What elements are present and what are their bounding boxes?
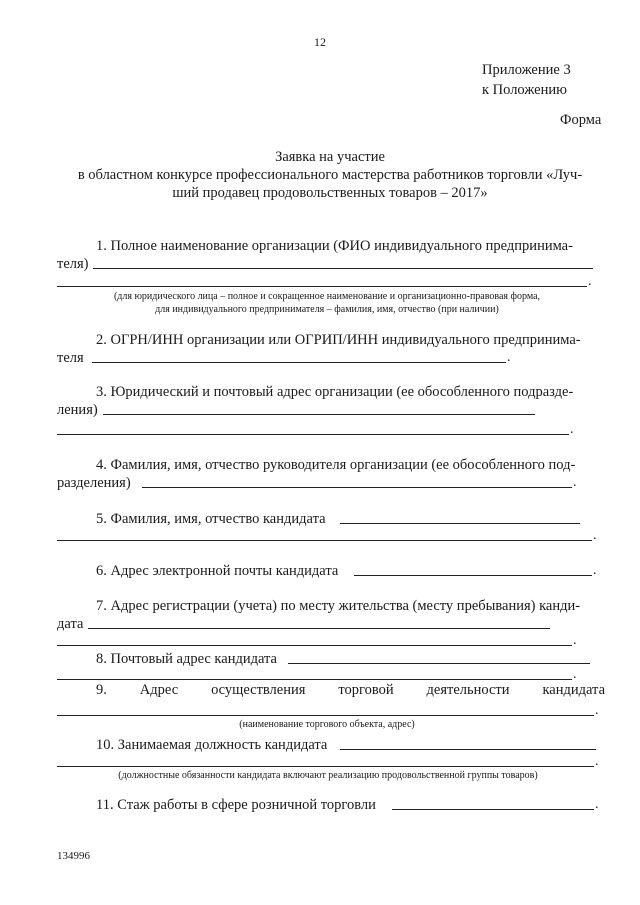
item-3-text: 3. Юридический и почтовый адрес организации (ее обособленного подразде- (96, 384, 574, 400)
item-9-word: торговой (338, 682, 394, 698)
item-10-period: . (595, 754, 599, 769)
item-4-period: . (573, 475, 577, 490)
item-2-input-line[interactable] (92, 362, 506, 363)
item-5-period: . (593, 528, 597, 543)
item-9-note: (наименование торгового объекта, адрес) (239, 719, 415, 730)
appendix-reference (482, 60, 571, 100)
appendix-line-2: к Положению (482, 82, 567, 98)
item-11-period: . (595, 797, 599, 812)
item-1-note-1: (для юридического лица – полное и сокращенное наименование и организационно-правовая форма, (113, 291, 541, 302)
item-2-period: . (507, 350, 511, 365)
item-6-input-line[interactable] (354, 575, 592, 576)
item-1-note-2: для индивидуального предпринимателя – фамилия, имя, отчество (при наличии) (155, 304, 499, 315)
item-3-input-line-2[interactable] (57, 434, 569, 435)
item-3-text-cont: ления) (57, 402, 98, 418)
item-7-input-line-2[interactable] (57, 645, 572, 646)
item-10-input-line-2[interactable] (57, 766, 594, 767)
item-8-input-line-2[interactable] (57, 679, 572, 680)
item-4-text-cont: разделения) (57, 475, 131, 491)
item-4-input-line[interactable] (142, 487, 572, 488)
document-code: 134996 (57, 850, 90, 862)
item-1-input-line-2[interactable] (57, 286, 587, 287)
item-7-text-cont: дата (57, 616, 84, 632)
item-10-note: (должностные обязанности кандидата включают реализацию продовольственной группы товаров) (118, 770, 538, 781)
item-9-period: . (595, 703, 599, 718)
item-9-word: кандидата (542, 682, 605, 698)
title-line-1: Заявка на участие (275, 149, 385, 165)
title-line-2: в областном конкурсе профессионального мастерства работников торговли «Луч- (77, 167, 583, 183)
item-3-period: . (570, 422, 574, 437)
item-7-period: . (573, 633, 577, 648)
item-8-input-line[interactable] (288, 663, 590, 664)
item-9-word: Адрес (139, 682, 179, 698)
item-1-period: . (588, 274, 592, 289)
item-10-text: 10. Занимаемая должность кандидата (96, 737, 328, 753)
item-1-text: 1. Полное наименование организации (ФИО индивидуального предпринима- (96, 238, 573, 254)
item-8-period: . (573, 667, 577, 682)
item-9-word: деятельности (426, 682, 510, 698)
item-6-period: . (593, 563, 597, 578)
item-4-text: 4. Фамилия, имя, отчество руководителя организации (ее обособленного под- (96, 457, 576, 473)
item-3-input-line[interactable] (103, 414, 535, 415)
item-5-input-line[interactable] (340, 523, 580, 524)
item-9-word: 9. (96, 682, 107, 698)
appendix-line-1: Приложение 3 (482, 62, 571, 78)
item-5-input-line-2[interactable] (57, 540, 592, 541)
item-9-word: осуществления (211, 682, 306, 698)
item-7-text: 7. Адрес регистрации (учета) по месту жительства (месту пребывания) канди- (96, 598, 581, 614)
item-1-input-line[interactable] (93, 268, 593, 269)
item-2-text-cont: теля (57, 350, 84, 366)
page-number: 12 (314, 35, 326, 49)
item-7-input-line[interactable] (88, 628, 550, 629)
item-8-text: 8. Почтовый адрес кандидата (96, 651, 277, 667)
item-9-text (96, 682, 605, 699)
document-title (40, 148, 620, 202)
item-5-text: 5. Фамилия, имя, отчество кандидата (96, 511, 326, 527)
item-9-input-line[interactable] (57, 715, 594, 716)
item-2-text: 2. ОГРН/ИНН организации или ОГРИП/ИНН индивидуального предпринима- (96, 332, 581, 348)
item-11-input-line[interactable] (392, 809, 594, 810)
form-label: Форма (560, 112, 602, 128)
item-6-text: 6. Адрес электронной почты кандидата (96, 563, 339, 579)
item-10-input-line[interactable] (340, 749, 596, 750)
title-line-3: ший продавец продовольственных товаров – 2017» (172, 185, 488, 201)
item-11-text: 11. Стаж работы в сфере розничной торговли (96, 797, 376, 813)
item-1-text-cont: теля) (57, 256, 89, 272)
